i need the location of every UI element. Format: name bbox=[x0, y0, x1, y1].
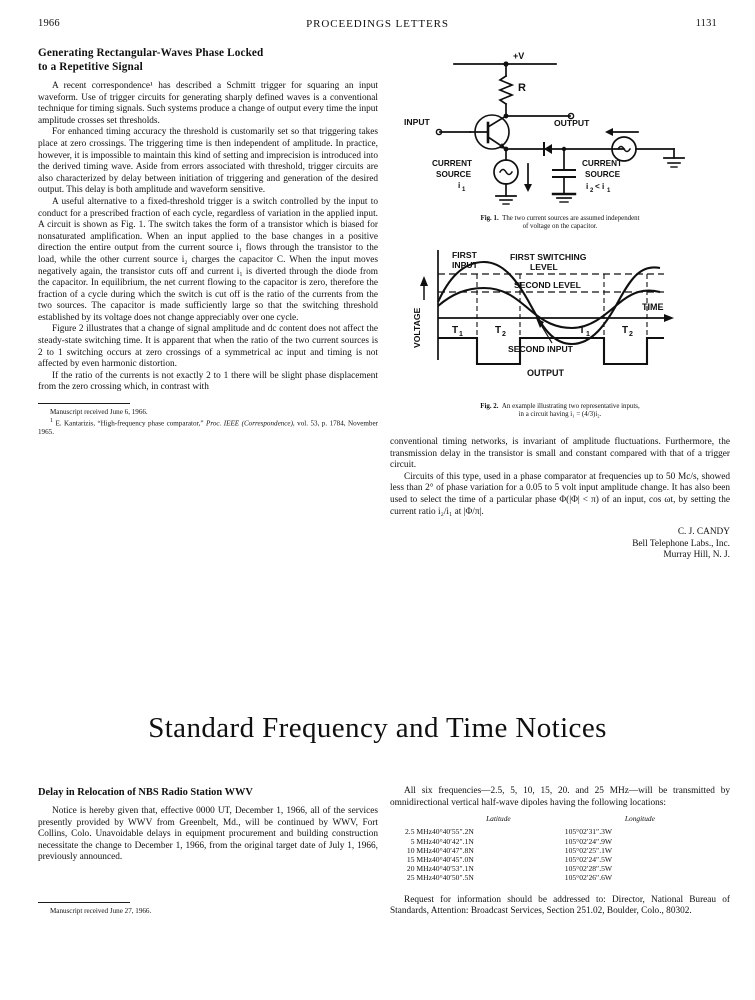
figure-1 bbox=[392, 44, 728, 232]
footnote-rest: vol. 53, p. 1784, November 1965. bbox=[38, 418, 378, 436]
section-title: Standard Frequency and Time Notices bbox=[148, 712, 607, 744]
fig1-label-cs2-sub2: 1 bbox=[607, 188, 611, 194]
fig2-label-t2-a-sub: 2 bbox=[502, 331, 506, 338]
letter-left-column bbox=[38, 46, 378, 436]
figure-2-waveforms bbox=[392, 248, 728, 400]
fig2-label-t1-a: T bbox=[452, 325, 459, 336]
folio-left: 1966 bbox=[38, 18, 60, 29]
fig2-label-t2-b-sub: 2 bbox=[629, 331, 633, 338]
frequency-locations-table bbox=[405, 813, 715, 882]
fig1-label-cs2-line3: i bbox=[586, 182, 589, 191]
fig2-label-first-level-line2: LEVEL bbox=[530, 262, 558, 272]
running-title: PROCEEDINGS LETTERS bbox=[306, 18, 449, 30]
letter-right-paragraph-2: Circuits of this type, used in a phase comparator at frequencies up to 50 Mc/s, showed less than 2° of phase variation for a 0.05 to 5 volt input amplitude change. It has also been used to select the time of a particular phase Φ(|Φ| < π) of an input, cos ωt, by setting the current ratio i₂/i₁ at |Φ/π|. bbox=[390, 471, 730, 517]
fig1-label-cs1-line3: i bbox=[458, 181, 461, 190]
fig1-label-cs2-line1: CURRENT bbox=[582, 159, 623, 168]
table-row bbox=[405, 855, 715, 864]
figure-2-caption-label: Fig. 2. bbox=[480, 403, 499, 410]
cell-frequency: 15 MHz bbox=[406, 855, 432, 864]
running-head bbox=[38, 18, 717, 32]
fig1-label-cs1-sub: 1 bbox=[462, 187, 466, 193]
signoff-location: Murray Hill, N. J. bbox=[663, 550, 730, 561]
cell-frequency: 20 MHz bbox=[406, 864, 432, 874]
signoff-affiliation: Bell Telephone Labs., Inc. bbox=[632, 538, 730, 549]
signoff-author: C. J. CANDY bbox=[677, 527, 730, 538]
fig2-label-t1-b-sub: 1 bbox=[586, 331, 590, 338]
notices-footnote bbox=[38, 907, 378, 916]
cell-latitude: 40°40′50″.5N bbox=[432, 873, 474, 883]
fig1-label-cs2-sub1: 2 bbox=[590, 188, 594, 194]
fig2-label-first-input-line2: INPUT bbox=[452, 260, 478, 270]
table-row bbox=[405, 827, 715, 836]
figure-2-caption-line2: in a circuit having i₁ = (4/3)i₂. bbox=[518, 411, 602, 419]
footnote-title: “High-frequency phase comparator,” bbox=[97, 418, 204, 427]
fig1-label-resistor: R bbox=[518, 82, 526, 94]
letter-right-paragraph-1: conventional timing networks, is invariant of amplitude fluctuations. Furthermore, the transmission delay in the transistor is small and constant compared with that of a trigger circuit. bbox=[390, 437, 730, 471]
fig2-label-voltage: VOLTAGE bbox=[412, 307, 422, 348]
fig2-label-t2-a: T bbox=[495, 325, 502, 336]
table-header-longitude: Longitude bbox=[624, 814, 655, 824]
footnote-reference bbox=[38, 417, 378, 437]
fig1-label-cs1-line2: SOURCE bbox=[436, 170, 472, 179]
table-header bbox=[405, 813, 715, 827]
cell-latitude: 40°40′42″.1N bbox=[432, 836, 474, 846]
table-header-spacer bbox=[405, 813, 432, 827]
figure-1-caption-line1: The two current sources are assumed independent bbox=[502, 215, 640, 222]
fig1-label-input: INPUT bbox=[404, 117, 430, 127]
notices-left-column bbox=[38, 786, 378, 916]
cell-longitude: 105°02′25″.1W bbox=[564, 845, 613, 855]
footnote-marker: 1 bbox=[50, 417, 53, 424]
fig2-label-first-level-line1: FIRST SWITCHING bbox=[510, 252, 587, 262]
fig2-label-second-input: SECOND INPUT bbox=[508, 344, 573, 354]
notice-right-paragraph: All six frequencies—2.5, 5, 10, 15, 20. and 25 MHz—will be transmitted by omnidirectional vertical half-wave dipoles having the following locations: bbox=[390, 786, 730, 808]
figure-1-caption bbox=[392, 215, 728, 232]
letter-paragraph-5: If the ratio of the currents is not exactly 2 to 1 there will be slight phase displacement from the zero crossing which, in contrast with bbox=[38, 370, 378, 393]
cell-longitude: 105°02′28″.5W bbox=[564, 864, 613, 874]
cell-longitude: 105°02′26″.6W bbox=[564, 873, 613, 883]
cell-frequency: 10 MHz bbox=[406, 845, 432, 855]
footnote-manuscript bbox=[38, 408, 378, 417]
cell-frequency: 25 MHz bbox=[406, 873, 432, 883]
letter-right-column bbox=[390, 437, 730, 562]
letter-paragraph-1: A recent correspondence¹ has described a Schmitt trigger for squaring an input waveform. Use of trigger circuits for generating sharply defined waves is a conventional technique for timing signals. Such systems produce a change of output every time the input amplitude crosses set thresholds. bbox=[38, 81, 378, 126]
figure-2 bbox=[392, 248, 728, 420]
table-row bbox=[405, 873, 715, 882]
fig1-label-cs1-line1: CURRENT bbox=[432, 159, 473, 168]
cell-frequency: 2.5 MHz bbox=[405, 827, 432, 837]
footnote-manuscript-text: Manuscript received June 6, 1966. bbox=[50, 408, 148, 417]
letter-paragraph-2: For enhanced timing accuracy the threshold is customarily set so that triggering takes place at zero crossings. The triggering time is then independent of amplitude. In practice, however, it is impossible to maintain this kind of setting and imprecision is introduced into the derived timing wave. Aside from errors associated with threshold, trigger circuits are also characterized by delay between initiation of triggering and generation of the desired output. This delay is both amplitude and waveform sensitive. bbox=[38, 127, 378, 196]
cell-frequency: 5 MHz bbox=[410, 836, 432, 846]
fig1-label-supply: +V bbox=[513, 51, 525, 61]
fig1-label-output: OUTPUT bbox=[554, 118, 590, 128]
figure-1-caption-label: Fig. 1. bbox=[480, 215, 499, 222]
figure-2-caption-line1: An example illustrating two representative inputs, bbox=[501, 403, 640, 410]
fig2-label-t1-b: T bbox=[579, 325, 586, 336]
letter-title-line2: to a Repetitive Signal bbox=[38, 61, 143, 73]
fig2-label-time: TIME bbox=[642, 302, 664, 312]
notice-closing-paragraph: Request for information should be addressed to: Director, National Bureau of Standards, Attention: Broadcast Services, Section 251.02, Boulder, Colo., 80302. bbox=[390, 894, 730, 917]
cell-longitude: 105°02′24″.5W bbox=[564, 855, 613, 864]
fig2-label-first-input-line1: FIRST bbox=[452, 250, 477, 260]
fig2-label-t2-b: T bbox=[622, 325, 629, 336]
cell-latitude: 40°40′55″.2N bbox=[432, 827, 474, 837]
cell-latitude: 40°40′47″.8N bbox=[432, 845, 474, 855]
fig2-label-second-level: SECOND LEVEL bbox=[514, 280, 581, 290]
table-row bbox=[405, 837, 715, 846]
cell-latitude: 40°40′45″.0N bbox=[432, 855, 474, 864]
fig2-label-t1-a-sub: 1 bbox=[459, 331, 463, 338]
fig1-label-cs2-line2: SOURCE bbox=[585, 170, 621, 179]
notices-footnote-rule bbox=[38, 902, 130, 903]
fig2-label-output: OUTPUT bbox=[527, 368, 564, 378]
fig1-label-cs2-lt: < i bbox=[595, 182, 605, 191]
footnote-journal: Proc. IEEE (Correspondence), bbox=[205, 418, 295, 427]
notices-right-column bbox=[390, 786, 730, 918]
cell-latitude: 40°40′53″.1N bbox=[432, 864, 474, 874]
footnote-rule bbox=[38, 403, 130, 404]
letter-paragraph-3: A useful alternative to a fixed-threshold trigger is a switch controlled by the input to conduct for a prescribed fraction of each cycle, regardless of variation in the applied input. A circuit is shown as Fig. 1. The switch takes the form of a transistor which is biased for nonsaturated amplification. When an input applied to the base changes in a positive direction the entire output from the current source i₁ flows through the transistor to the load, while the other current source i₂ charges the capacitor C. When the input moves negatively again, the transistor cuts off and current i₁ is diverted through the diode from the capacitor. In equilibrium, the net current flowing to the capacitor is zero, therefore the fraction of a cycle during which the switch is cut off is the ratio of the currents from the two sources. The capacitor is made sufficiently large so that the switching threshold established by its voltage does not change appreciably over one cycle. bbox=[38, 196, 378, 323]
table-row bbox=[405, 846, 715, 855]
table-header-latitude: Latitude bbox=[486, 814, 511, 824]
figure-1-caption-line2: of voltage on the capacitor. bbox=[522, 223, 598, 231]
letter-signoff bbox=[390, 527, 730, 562]
notice-left-paragraph: Notice is hereby given that, effective 0000 UT, December 1, 1966, all of the services presently provided by WWV from Greenbelt, Md., will be continued by WWV, Fort Collins, Colo. Unavoidable delays in equipment procurement and building construction necessitate the change to December 1, 1966, from the original target date of July 1, 1966, previously announced. bbox=[38, 806, 378, 863]
folio-right: 1131 bbox=[695, 18, 717, 29]
table-row bbox=[405, 864, 715, 873]
letter-paragraph-4: Figure 2 illustrates that a change of signal amplitude and dc content does not affect the steady-state switching time. It is apparent that when the ratio of the two current sources is 2 to 1 switching occurs at zero crossings of a symmetrical ac input and timing is not affected by even harmonic distortion. bbox=[38, 324, 378, 370]
notice-item-title: Delay in Relocation of NBS Radio Station WWV bbox=[38, 787, 253, 798]
cell-longitude: 105°02′31″.3W bbox=[564, 827, 613, 837]
footnote-author: E. Kantarizis, bbox=[55, 418, 95, 427]
letter-title bbox=[38, 46, 378, 74]
cell-longitude: 105°02′24″.9W bbox=[564, 836, 613, 846]
notices-footnote-text: Manuscript received June 27, 1966. bbox=[50, 906, 152, 915]
figure-2-caption bbox=[392, 403, 728, 420]
table-body bbox=[405, 827, 715, 882]
letter-title-line1: Generating Rectangular-Waves Phase Locked bbox=[38, 47, 264, 59]
figure-1-circuit bbox=[392, 44, 728, 212]
